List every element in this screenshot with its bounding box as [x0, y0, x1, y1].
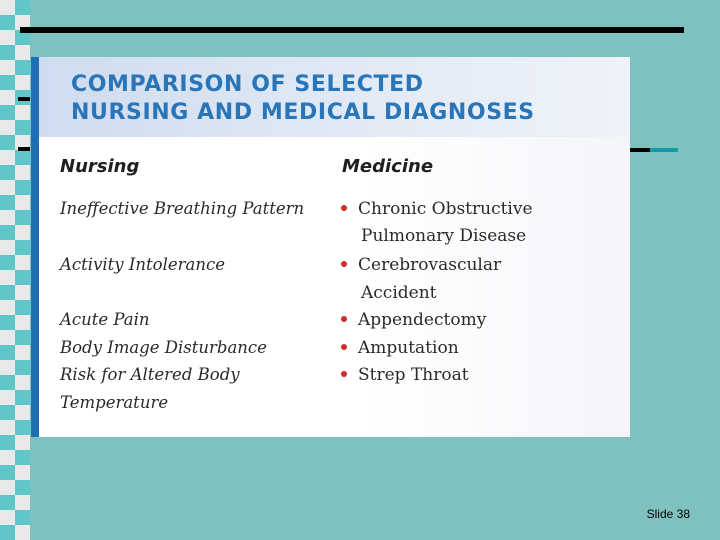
medicine-item-text: Appendectomy: [358, 310, 487, 330]
figure-title: [71, 71, 535, 127]
medicine-item-text: Chronic Obstructive: [358, 199, 533, 219]
medicine-item: [341, 338, 459, 358]
bullet-icon: [341, 205, 347, 211]
medicine-item: [341, 199, 533, 219]
figure-body: [39, 137, 630, 437]
top-rule: [20, 27, 684, 33]
diagnoses-comparison-figure: [31, 57, 630, 437]
figure-header: [39, 57, 630, 137]
nursing-item: Body Image Disturbance: [60, 338, 267, 357]
left-checkered-strip: [0, 0, 30, 540]
medicine-item: [341, 310, 486, 330]
nursing-item: Risk for Altered Body: [60, 365, 240, 384]
medicine-item-text: Amputation: [358, 338, 459, 358]
medicine-item-text: Strep Throat: [358, 365, 469, 385]
nursing-item: Activity Intolerance: [60, 255, 225, 274]
figure-title-line-2: NURSING AND MEDICAL DIAGNOSES: [71, 100, 535, 125]
nursing-item: Acute Pain: [60, 310, 150, 329]
nursing-column-header: Nursing: [60, 156, 140, 177]
bullet-icon: [341, 316, 347, 322]
accent-dash-right-black: [630, 148, 650, 152]
bullet-icon: [341, 344, 347, 350]
slide-number: Slide 38: [646, 507, 690, 521]
nursing-item: Temperature: [60, 393, 169, 412]
figure-title-line-1: COMPARISON OF SELECTED: [71, 72, 424, 97]
accent-dash-right-teal: [650, 148, 678, 152]
bullet-icon: [341, 371, 347, 377]
medicine-item: [341, 365, 469, 385]
nursing-item: Ineffective Breathing Pattern: [60, 199, 305, 218]
medicine-column-header: Medicine: [342, 156, 434, 177]
bullet-icon: [341, 261, 347, 267]
figure-accent-bar: [31, 57, 39, 437]
medicine-item-continuation: Accident: [361, 283, 437, 303]
medicine-item-text: Cerebrovascular: [358, 255, 502, 275]
medicine-item: [341, 255, 501, 275]
medicine-item-continuation: Pulmonary Disease: [361, 226, 527, 246]
accent-dash-left-2: [18, 147, 30, 151]
accent-dash-left-1: [18, 97, 30, 101]
